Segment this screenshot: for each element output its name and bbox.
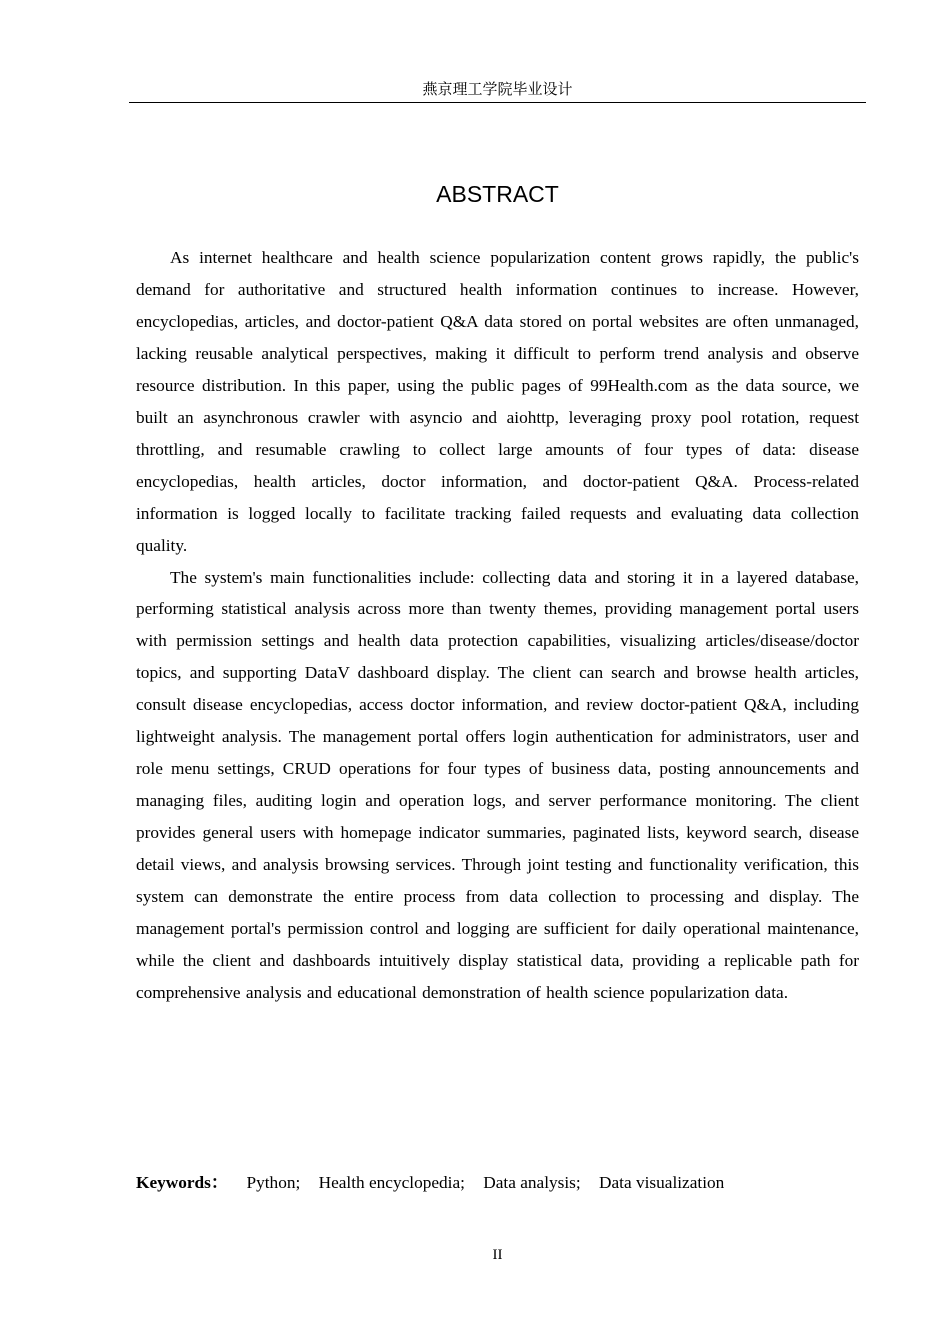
page-number: II bbox=[492, 1247, 503, 1263]
abstract-paragraph-2: The system's main functionalities include: collecting data and storing it in a layered database, performing statistical analysis across more than twenty themes, providing management portal users with permission settings and health data protection capabilities, visualizing articles/disease/doctor topics, and supporting DataV dashboard display. The client can search and browse health articles, consult disease encyclopedias, access doctor information, and review doctor-patient Q&A, including lightweight analysis. The management portal offers login authentication for administrators, user and role menu settings, CRUD operations for four types of business data, posting announcements and managing files, auditing login and operation logs, and server performance monitoring. The client provides general users with homepage indicator summaries, paginated lists, keyword search, disease detail views, and analysis browsing services. Through joint testing and functionality verification, this system can demonstrate the entire process from data collection to processing and display. The management portal's permission control and logging are sufficient for daily operational maintenance, while the client and dashboards intuitively display statistical data, providing a replicable path for comprehensive analysis and educational demonstration of health science popularization data. bbox=[136, 567, 859, 1002]
header-title: 燕京理工学院毕业设计 bbox=[422, 80, 573, 98]
keywords-label: Keywords： bbox=[136, 1173, 229, 1192]
keyword-item: Health encyclopedia; bbox=[318, 1173, 465, 1192]
keyword-item: Data visualization bbox=[599, 1173, 725, 1192]
keyword-item: Data analysis; bbox=[483, 1173, 581, 1192]
page-header bbox=[129, 78, 866, 103]
abstract-paragraph-1: As internet healthcare and health science popularization content grows rapidly, the public's demand for authoritative and structured health information continues to increase. However, encyclopedias, articles, and doctor-patient Q&A data stored on portal websites are often unmanaged, lacking reusable analytical perspectives, making it difficult to perform trend analysis and observe resource distribution. In this paper, using the public pages of 99Health.com as the data source, we built an asynchronous crawler with asyncio and aiohttp, leveraging proxy pool rotation, request throttling, and resumable crawling to collect large amounts of four types of data: disease encyclopedias, health articles, doctor information, and doctor-patient Q&A. Process-related information is logged locally to facilitate tracking failed requests and evaluating data collection quality. bbox=[136, 248, 859, 555]
keywords-line bbox=[136, 1167, 859, 1199]
abstract-body bbox=[136, 242, 859, 1009]
abstract-title: ABSTRACT bbox=[436, 181, 559, 207]
keyword-item: Python; bbox=[246, 1173, 301, 1192]
